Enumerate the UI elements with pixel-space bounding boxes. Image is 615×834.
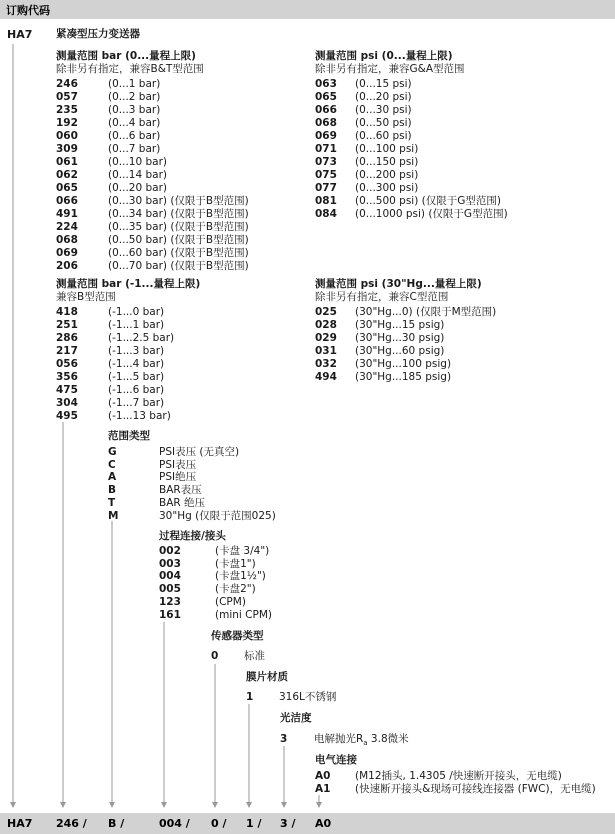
option-desc: (0...200 psi) (355, 169, 419, 181)
electrical-desc-a0: (M12插头, 1.4305 /快速断开接头，无电缆) (355, 770, 562, 782)
option-code: 356 (56, 371, 78, 383)
option-desc: (-1...6 bar) (108, 384, 165, 396)
footer-code-range-type: B / (108, 817, 125, 830)
option-code: B (108, 484, 117, 497)
option-desc: (30"Hg...15 psig) (355, 319, 445, 331)
option-code: 309 (56, 143, 78, 155)
option-code: 217 (56, 345, 78, 357)
option-code: 066 (56, 195, 78, 207)
option-desc: (30"Hg...100 psig) (355, 358, 452, 370)
option-desc: (0...20 bar) (108, 182, 168, 194)
option-code: 025 (315, 306, 337, 318)
diaphragm-code: 1 (246, 691, 254, 703)
option-desc: (0...6 bar) (108, 130, 161, 142)
option-code: 077 (315, 182, 337, 194)
option-code: 251 (56, 319, 78, 331)
range-vac-bar-note: 兼容B型范围 (56, 291, 116, 303)
product-code: HA7 (7, 28, 33, 41)
option-desc: (卡盘1½") (215, 570, 266, 583)
option-desc: (CPM) (215, 595, 246, 608)
option-desc: (0...100 psi) (355, 143, 419, 155)
option-code: 003 (159, 557, 181, 570)
option-code: 068 (315, 117, 337, 129)
range-psi-note: 除非另有指定，兼容G&A型范围 (315, 63, 465, 75)
range-type-title: 范围类型 (108, 430, 150, 442)
arrow-electrical (316, 802, 322, 808)
option-desc: (0...30 psi) (355, 104, 412, 116)
option-desc: (0...50 bar) (仅限于B型范围) (108, 234, 249, 246)
option-code: 068 (56, 234, 78, 246)
option-desc: (0...70 bar) (仅限于B型范围) (108, 260, 249, 272)
option-desc: BAR表压 (159, 484, 202, 497)
header-bar (0, 0, 615, 19)
option-code: 005 (159, 583, 181, 596)
option-code: 192 (56, 117, 78, 129)
option-code: 029 (315, 332, 337, 344)
range-vac-psi-note: 除非另有指定，兼容C型范围 (315, 291, 449, 303)
option-code: 235 (56, 104, 78, 116)
product-name: 紧凑型压力变送器 (56, 28, 140, 40)
option-desc: (0...4 bar) (108, 117, 161, 129)
option-code: 057 (56, 91, 78, 103)
sensor-type-desc: 标准 (244, 650, 265, 662)
footer-code-range: 246 / (56, 817, 87, 830)
option-desc: (0...15 psi) (355, 78, 412, 90)
footer-bar (0, 813, 615, 834)
range-psi-title: 测量范围 psi (0...量程上限) (315, 50, 453, 62)
option-code: 123 (159, 595, 181, 608)
diaphragm-desc: 316L不锈钢 (279, 691, 337, 703)
arrow-finish (281, 802, 287, 808)
option-desc: (30"Hg...185 psig) (355, 371, 452, 383)
option-code: A (108, 471, 117, 484)
option-desc: (0...50 psi) (355, 117, 412, 129)
option-code: 246 (56, 78, 78, 90)
option-desc: PSI绝压 (159, 471, 197, 484)
range-vac-psi-title: 测量范围 psi (30"Hg...量程上限) (315, 278, 482, 290)
option-desc: (30"Hg...30 psig) (355, 332, 445, 344)
finish-desc-pre: 电解抛光R (314, 733, 364, 745)
footer-code-diaphragm: 1 / (246, 817, 262, 830)
footer-code-process: 004 / (159, 817, 190, 830)
option-code: 002 (159, 545, 181, 557)
option-code: 032 (315, 358, 337, 370)
option-desc: (0...34 bar) (仅限于B型范围) (108, 208, 249, 220)
option-desc: (0...14 bar) (108, 169, 168, 181)
option-desc: (-1...0 bar) (108, 306, 165, 318)
option-code: 056 (56, 358, 78, 370)
option-desc: (0...300 psi) (355, 182, 419, 194)
electrical-title: 电气连接 (315, 754, 357, 766)
option-desc: (-1...13 bar) (108, 410, 171, 422)
diaphragm-title: 膜片材质 (246, 671, 288, 683)
option-desc: (0...1 bar) (108, 78, 161, 90)
footer-code-electrical: A0 (315, 817, 332, 830)
electrical-code-a0: A0 (315, 770, 331, 782)
option-code: T (108, 496, 116, 509)
option-desc: (0...3 bar) (108, 104, 161, 116)
option-code: 206 (56, 260, 78, 272)
range-bar-title: 测量范围 bar (0...量程上限) (56, 50, 196, 62)
option-code: M (108, 509, 119, 522)
arrow-range (60, 802, 66, 808)
option-desc: (-1...3 bar) (108, 345, 165, 357)
option-desc: (0...7 bar) (108, 143, 161, 155)
option-desc: (mini CPM) (215, 608, 272, 621)
option-desc: (-1...5 bar) (108, 371, 165, 383)
arrow-process (161, 802, 167, 808)
option-desc: (0...2 bar) (108, 91, 161, 103)
option-code: 073 (315, 156, 337, 168)
option-code: 065 (56, 182, 78, 194)
option-desc: (30"Hg...0) (仅限于M型范围) (355, 306, 497, 318)
option-desc: (0...35 bar) (仅限于B型范围) (108, 221, 249, 233)
option-code: 224 (56, 221, 78, 233)
option-code: 060 (56, 130, 78, 142)
option-code: G (108, 446, 117, 458)
option-desc: (0...60 psi) (355, 130, 412, 142)
process-conn-title: 过程连接/接头 (159, 530, 226, 542)
sensor-type-title: 传感器类型 (211, 630, 264, 642)
option-code: 065 (315, 91, 337, 103)
option-code: 031 (315, 345, 337, 357)
option-code: 491 (56, 208, 78, 220)
option-code: 286 (56, 332, 78, 344)
option-code: 081 (315, 195, 337, 207)
finish-desc-post: 3.8微米 (367, 733, 409, 745)
arrow-sensor (212, 802, 218, 808)
option-code: 069 (315, 130, 337, 142)
option-desc: (-1...7 bar) (108, 397, 165, 409)
option-code: 475 (56, 384, 78, 396)
option-code: 004 (159, 570, 181, 583)
option-code: 062 (56, 169, 78, 181)
finish-title: 光洁度 (280, 712, 312, 724)
arrow-product (10, 802, 16, 808)
option-code: 063 (315, 78, 337, 90)
option-desc: (卡盘1") (215, 557, 256, 570)
option-desc: (-1...1 bar) (108, 319, 165, 331)
footer-code-product: HA7 (7, 817, 33, 830)
footer-code-sensor: 0 / (211, 817, 227, 830)
sensor-type-code: 0 (211, 650, 219, 662)
range-bar-note: 除非另有指定，兼容B&T型范围 (56, 63, 204, 75)
option-code: 061 (56, 156, 78, 168)
finish-desc (314, 733, 409, 750)
option-code: 075 (315, 169, 337, 181)
finish-desc-sub: a (363, 739, 368, 748)
option-code: 418 (56, 306, 78, 318)
option-code: C (108, 458, 116, 471)
option-desc: PSI表压 (159, 458, 197, 471)
option-desc: BAR 绝压 (159, 496, 206, 509)
option-code: 161 (159, 608, 181, 621)
option-code: 066 (315, 104, 337, 116)
option-desc: (0...1000 psi) (仅限于G型范围) (355, 208, 508, 220)
option-code: 495 (56, 410, 78, 422)
finish-code: 3 (280, 733, 288, 745)
arrow-range-type (109, 802, 115, 808)
electrical-code-a1: A1 (315, 783, 331, 795)
option-desc: 30"Hg (仅限于范围025) (159, 509, 276, 522)
option-desc: (卡盘2") (215, 583, 256, 596)
option-desc: (0...60 bar) (仅限于B型范围) (108, 247, 249, 259)
option-code: 304 (56, 397, 78, 409)
option-desc: PSI表压 (无真空) (159, 446, 240, 458)
footer-code-finish: 3 / (280, 817, 296, 830)
option-desc: (30"Hg...60 psig) (355, 345, 445, 357)
electrical-desc-a1: (快速断开接头&现场可接线连接器 (FWC)，无电缆) (355, 783, 596, 795)
option-desc: (-1...4 bar) (108, 358, 165, 370)
option-code: 028 (315, 319, 337, 331)
option-desc: (0...30 bar) (仅限于B型范围) (108, 195, 249, 207)
option-desc: (-1...2.5 bar) (108, 332, 175, 344)
header-title: 订购代码 (6, 4, 50, 17)
range-vac-bar-title: 测量范围 bar (-1...量程上限) (56, 278, 201, 290)
option-code: 071 (315, 143, 337, 155)
option-desc: (0...10 bar) (108, 156, 168, 168)
option-desc: (0...20 psi) (355, 91, 412, 103)
option-code: 084 (315, 208, 337, 220)
option-desc: (0...500 psi) (仅限于G型范围) (355, 195, 501, 207)
option-desc: (卡盘 3/4") (215, 545, 270, 557)
option-desc: (0...150 psi) (355, 156, 419, 168)
arrow-diaphragm (246, 802, 252, 808)
option-code: 494 (315, 371, 337, 383)
option-code: 069 (56, 247, 78, 259)
